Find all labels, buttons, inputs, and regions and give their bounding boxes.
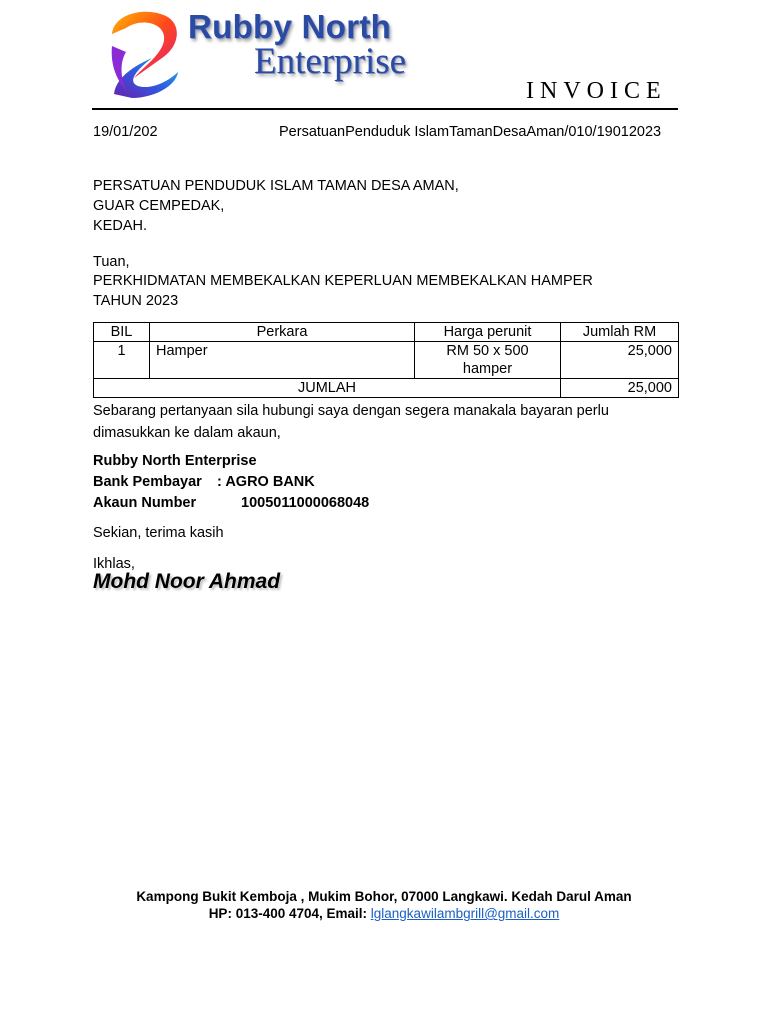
account-number: 1005011000068048 <box>241 495 370 511</box>
account-label: Akaun Number <box>93 495 197 511</box>
total-value: 25,000 <box>561 379 679 398</box>
recipient-line-2: GUAR CEMPEDAK, <box>93 198 225 214</box>
cell-perkara: Hamper <box>150 342 415 379</box>
header-divider <box>92 108 678 110</box>
footer-phone: HP: 013-400 4704, Email: <box>208 906 371 921</box>
table-total-row <box>94 379 679 398</box>
total-label: JUMLAH <box>94 379 561 398</box>
bank-value: : AGRO BANK <box>217 474 315 490</box>
table-header-row <box>94 323 679 342</box>
invoice-reference: PersatuanPenduduk IslamTamanDesaAman/010/19012023 <box>279 124 662 140</box>
header-jumlah: Jumlah RM <box>561 323 679 342</box>
footer-address: Kampong Bukit Kemboja , Mukim Bohor, 07000 Langkawi. Kedah Darul Aman <box>136 889 632 904</box>
items-table <box>93 322 679 398</box>
payee-company: Rubby North Enterprise <box>93 453 257 469</box>
recipient-line-3: KEDAH. <box>93 218 147 234</box>
document-title: INVOICE <box>526 78 667 104</box>
company-logo-icon <box>104 6 184 98</box>
brand-name: Rubby North <box>188 8 392 45</box>
subject <box>93 271 593 311</box>
header-bil: BIL <box>94 323 150 342</box>
cell-harga <box>415 342 561 379</box>
footer-email-link[interactable]: lglangkawilambgrill@gmail.com <box>370 906 560 921</box>
cell-harga-line-2: hamper <box>462 361 513 377</box>
footer-contact <box>0 906 768 921</box>
header-harga: Harga perunit <box>415 323 561 342</box>
cell-harga-line-1: RM 50 x 500 <box>446 343 529 359</box>
sign-off: Ikhlas, <box>93 556 135 572</box>
header-perkara: Perkara <box>150 323 415 342</box>
signature-name: Mohd Noor Ahmad <box>93 570 281 593</box>
recipient-address <box>93 176 459 236</box>
cell-bil: 1 <box>94 342 150 379</box>
subject-line-2: TAHUN 2023 <box>93 293 179 309</box>
brand-subtitle: Enterprise <box>254 41 407 82</box>
subject-line-1: PERKHIDMATAN MEMBEKALKAN KEPERLUAN MEMBEKALKAN HAMPER <box>93 273 593 289</box>
closing-line: Sekian, terima kasih <box>93 525 224 541</box>
invoice-date: 19/01/202 <box>93 124 158 140</box>
bank-label: Bank Pembayar <box>93 474 202 490</box>
table-row <box>94 342 679 379</box>
payment-note: Sebarang pertanyaan sila hubungi saya dengan segera manakala bayaran perlu dimasukkan ke dalam akaun, <box>93 403 609 441</box>
cell-jumlah: 25,000 <box>561 342 679 379</box>
salutation: Tuan, <box>93 254 130 270</box>
recipient-line-1: PERSATUAN PENDUDUK ISLAM TAMAN DESA AMAN, <box>93 178 459 194</box>
